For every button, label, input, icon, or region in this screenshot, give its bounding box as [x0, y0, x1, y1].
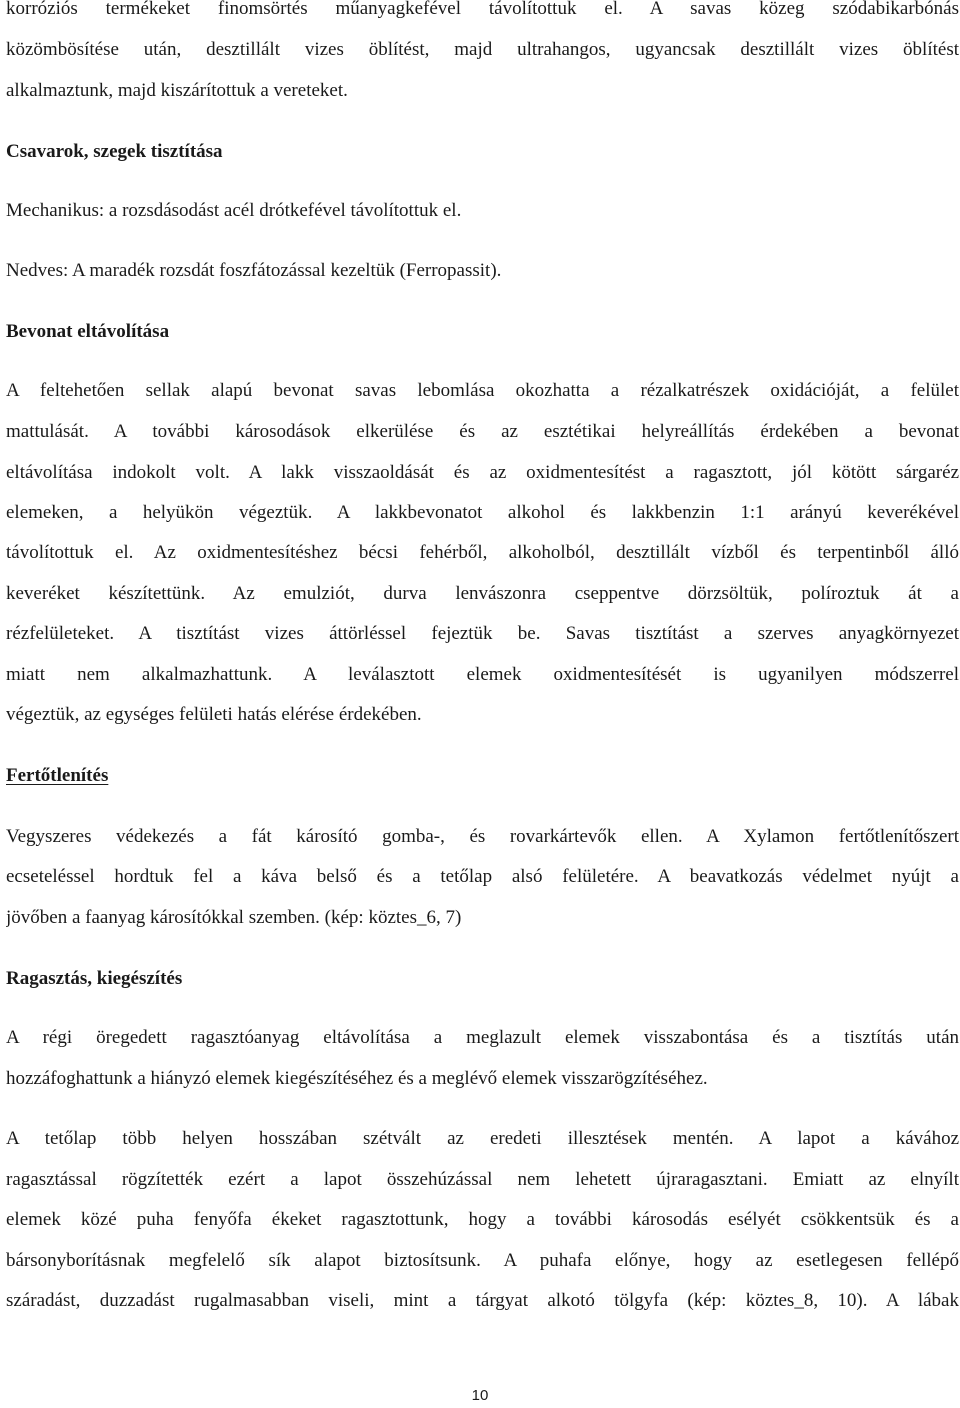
- page-number: 10: [471, 1387, 489, 1404]
- paragraph-line: elemek közé puha fenyőfa ékeket ragasztottunk, hogy a további károsodás esélyét csökkentsük és a: [6, 1209, 959, 1230]
- paragraph-line: Vegyszeres védekezés a fát károsító gomba-, és rovarkártevők ellen. A Xylamon fertőtlenítőszert: [6, 826, 959, 847]
- paragraph-line: hozzáfoghattunk a hiányzó elemek kiegészítéséhez és a meglévő elemek visszarögzítéséhez.: [6, 1068, 708, 1089]
- paragraph-line: alkalmaztunk, majd kiszárítottuk a vereteket.: [6, 80, 348, 101]
- paragraph-line: eltávolítása indokolt volt. A lakk visszaoldását és az oxidmentesítést a ragasztott, jól kötött sárgaréz: [6, 462, 959, 483]
- paragraph-line: jövőben a faanyag károsítókkal szemben. (kép: köztes_6, 7): [6, 907, 462, 928]
- paragraph-line: végeztük, az egységes felületi hatás elérése érdekében.: [6, 704, 422, 725]
- section-heading-gluing: Ragasztás, kiegészítés: [6, 968, 183, 989]
- paragraph-line: ragasztással rögzítették ezért a lapot összehúzással nem lehetett újraragasztani. Emiatt az elnyílt: [6, 1169, 959, 1190]
- paragraph-line: A feltehetően sellak alapú bevonat savas lebomlása okozhatta a rézalkatrészek oxidációját, a felület: [6, 380, 959, 401]
- section-heading-coating: Bevonat eltávolítása: [6, 321, 170, 342]
- paragraph-line: A tetőlap több helyen hosszában szétvált az eredeti illesztések mentén. A lapot a kávához: [6, 1128, 959, 1149]
- paragraph-line: miatt nem alkalmazhattunk. A leválasztott elemek oxidmentesítését is ugyanilyen módszerrel: [6, 664, 959, 685]
- paragraph-line: száradást, duzzadást rugalmasabban viseli, mint a tárgyat alkotó tölgyfa (kép: köztes_8, 10). A lábak: [6, 1290, 959, 1311]
- paragraph-line: A régi öregedett ragasztóanyag eltávolítása a meglazult elemek visszabontása és a tisztítás után: [6, 1027, 959, 1048]
- paragraph-line: távolítottuk el. Az oxidmentesítéshez bécsi fehérből, alkoholból, desztillált vízből és terpentinből álló: [6, 542, 959, 563]
- paragraph-line: korróziós termékeket finomsörtés műanyagkefével távolítottuk el. A savas közeg szódabikarbónás: [6, 0, 959, 19]
- paragraph-line: közömbösítése után, desztillált vizes öblítést, majd ultrahangos, ugyancsak desztillált vizes öblítést: [6, 39, 959, 60]
- section-heading-screws: Csavarok, szegek tisztítása: [6, 141, 223, 162]
- paragraph-line: Mechanikus: a rozsdásodást acél drótkefével távolítottuk el.: [6, 200, 462, 221]
- paragraph-line: bársonyborításnak megfelelő sík alapot biztosítsunk. A puhafa előnye, hogy az esetlegesen fellépő: [6, 1250, 959, 1271]
- paragraph-line: ecseteléssel hordtuk fel a káva belső és a tetőlap alsó felületére. A beavatkozás védelmet nyújt a: [6, 866, 959, 887]
- paragraph-line: Nedves: A maradék rozsdát foszfátozással kezeltük (Ferropassit).: [6, 260, 502, 281]
- paragraph-line: rézfelületeket. A tisztítást vizes áttörléssel fejeztük be. Savas tisztítást a szerves anyagkörnyezet: [6, 623, 959, 644]
- paragraph-line: mattulását. A további károsodások elkerülése és az esztétikai helyreállítás érdekében a bevonat: [6, 421, 959, 442]
- section-heading-disinfection: Fertőtlenítés: [6, 765, 109, 786]
- paragraph-line: keveréket készítettünk. Az emulziót, durva lenvászonra cseppentve dörzsöltük, políroztuk át a: [6, 583, 959, 604]
- paragraph-line: elemeken, a helyükön végeztük. A lakkbevonatot alkohol és lakkbenzin 1:1 arányú keverékével: [6, 502, 959, 523]
